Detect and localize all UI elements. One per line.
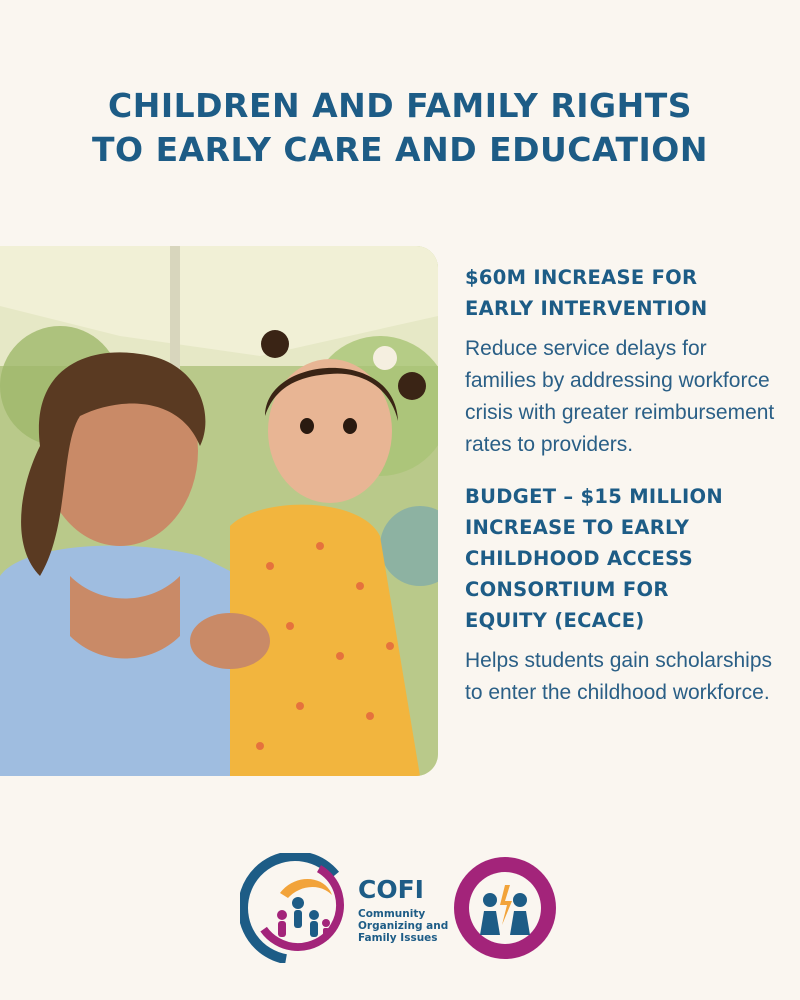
early-intervention-section [465,262,775,461]
ecace-section [465,481,775,709]
ecace-heading [465,481,775,636]
family-photo [0,246,438,776]
page-title [0,84,800,172]
early-intervention-body: Reduce service delays for families by addressing workforce crisis with greater reimbursement rates to providers. [465,337,775,456]
heading-line: INCREASE TO EARLY [465,516,690,539]
title-line-1: CHILDREN AND FAMILY RIGHTS [108,86,692,125]
heading-line: EQUITY (ECACE) [465,609,645,632]
cofi-sub-line: Organizing and [358,920,449,932]
power-pac-logo-icon [452,855,558,961]
cofi-logo-icon [240,853,350,963]
early-intervention-heading [465,262,775,324]
logo-footer [240,853,570,963]
ecace-body: Helps students gain scholarships to enter the childhood workforce. [465,649,773,704]
heading-line: CHILDHOOD ACCESS [465,547,693,570]
heading-line: EARLY INTERVENTION [465,297,708,320]
cofi-name: COFI [358,875,424,904]
heading-line: $60M INCREASE FOR [465,266,698,289]
title-line-2: TO EARLY CARE AND EDUCATION [92,130,708,169]
cofi-sub-line: Family Issues [358,932,438,944]
heading-line: BUDGET – $15 MILLION [465,485,723,508]
cofi-sub-line: Community [358,908,426,920]
heading-line: CONSORTIUM FOR [465,578,669,601]
content-column [465,262,775,709]
